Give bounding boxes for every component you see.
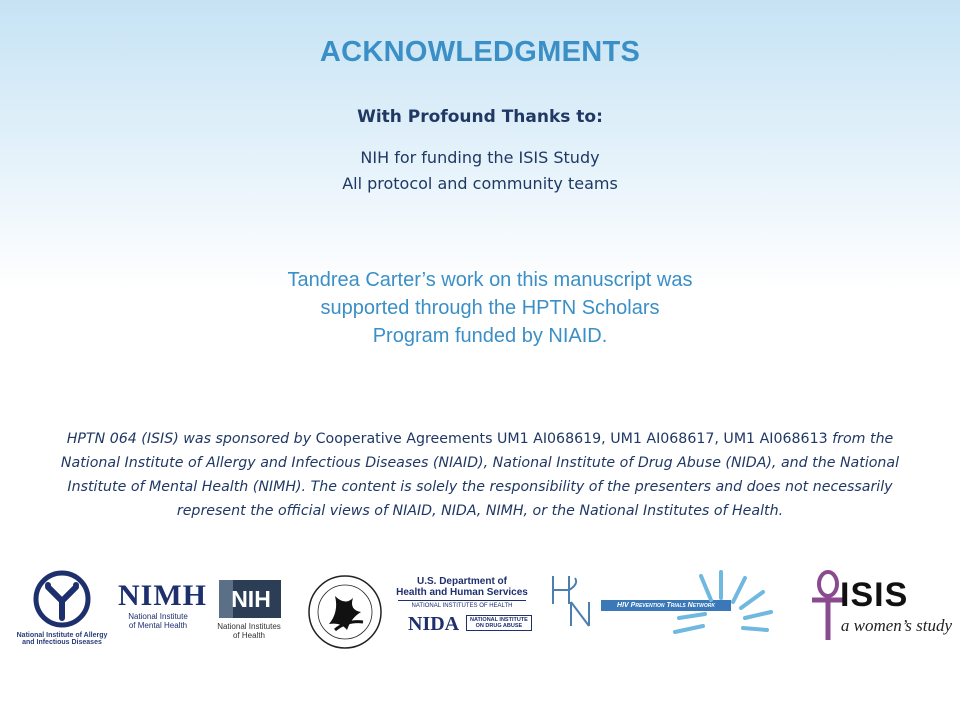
- hhs-line2: Health and Human Services: [396, 587, 528, 598]
- nih-name-line2: of Health: [232, 631, 266, 640]
- nih-mark-text: NIH: [231, 586, 271, 612]
- isis-logo: [800, 568, 955, 650]
- niaid-emblem-icon: [12, 570, 112, 628]
- hptn-hn-monogram-icon: [545, 570, 605, 630]
- nih-name-line1: National Institutes: [217, 622, 281, 631]
- hhs-nida-logo: [392, 576, 532, 656]
- nimh-mark: NIMH: [118, 579, 207, 612]
- sponsor-part-2: Cooperative Agreements UM1 AI068619, UM1 AI068617, UM1 AI068613: [315, 431, 828, 447]
- scholar-note: Tandrea Carter’s work on this manuscript was supported through the HPTN Scholars Program funded by NIAID.: [287, 269, 693, 347]
- nida-block: [408, 613, 532, 633]
- nimh-logo: [118, 579, 207, 655]
- sponsor-part-1: HPTN 064 (ISIS) was sponsored by: [66, 431, 316, 447]
- sponsor-statement: [40, 427, 920, 523]
- nida-mark: NIDA: [408, 613, 460, 635]
- hhs-eagle-seal-icon: [305, 572, 385, 652]
- hptn-banner-text: HIV Prevention Trials Network: [617, 602, 715, 609]
- hhs-seal-logo: [305, 572, 385, 652]
- sponsor-part-3: from the National Institute of Allergy and Infectious Diseases (NIAID), National Institute of Drug Abuse (NIDA), and the National Institute of Mental Health (NIMH). The content is solely the responsibility of the presenters and does not necessarily represent the official views of NIAID, NIDA, NIMH, or the National Institutes of Health.: [60, 431, 900, 519]
- niaid-name-line2: and Infectious Diseases: [22, 639, 102, 646]
- hhs-line1: U.S. Department of: [416, 576, 507, 587]
- nih-logo: [207, 580, 291, 660]
- niaid-logo: [12, 570, 112, 650]
- logo-strip: [0, 560, 960, 650]
- hhs-line3: NATIONAL INSTITUTES OF HEALTH: [411, 603, 513, 609]
- thanks-item: All protocol and community teams: [342, 174, 618, 193]
- hhs-divider: [398, 600, 526, 601]
- thanks-list: [0, 145, 960, 197]
- nida-sub-line1: NATIONAL INSTITUTE: [470, 617, 528, 623]
- hptn-sunburst-icon: [663, 570, 793, 640]
- isis-mark: ISIS: [840, 576, 909, 614]
- nida-sub-line2: ON DRUG ABUSE: [475, 623, 523, 629]
- nih-mark: [219, 580, 281, 618]
- niaid-name-line1: National Institute of Allergy: [16, 632, 108, 639]
- nida-sub-box: [466, 615, 532, 631]
- isis-tagline: a women’s study: [840, 616, 952, 635]
- thanks-item: NIH for funding the ISIS Study: [360, 148, 600, 167]
- nimh-name-line1: National Institute: [128, 612, 188, 621]
- slide-subtitle: With Profound Thanks to:: [357, 107, 603, 127]
- slide-title: ACKNOWLEDGMENTS: [319, 36, 641, 68]
- hptn-logo: [545, 570, 795, 650]
- nimh-name-line2: of Mental Health: [128, 621, 188, 630]
